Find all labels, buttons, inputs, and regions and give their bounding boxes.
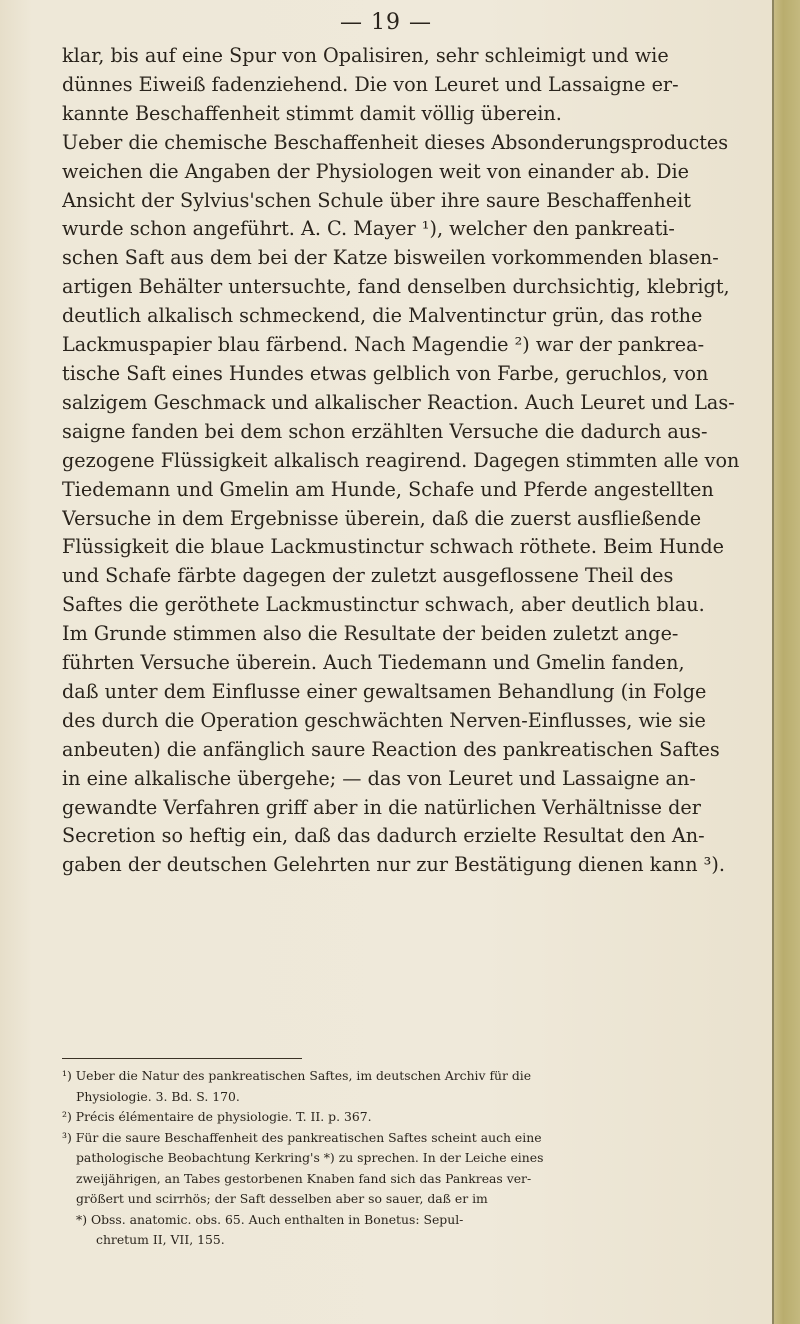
footnote-line: ²) Précis élémentaire de physiologie. T. II. p. 367.: [62, 1109, 372, 1124]
footnote-divider: [62, 1058, 302, 1059]
text-line: salzigem Geschmack und alkalischer Reaction. Auch Leuret und Las-: [62, 390, 735, 414]
footnote-line: pathologische Beobachtung Kerkring's *) zu sprechen. In der Leiche eines: [76, 1150, 544, 1165]
body-text: [62, 42, 762, 880]
text-line: Im Grunde stimmen also die Resultate der beiden zuletzt ange-: [62, 622, 679, 646]
text-line: artigen Behälter untersuchte, fand denselben durchsichtig, klebrigt,: [62, 275, 730, 299]
text-line: Saftes die geröthete Lackmustinctur schwach, aber deutlich blau.: [62, 593, 705, 617]
text-line: gewandte Verfahren griff aber in die natürlichen Verhältnisse der: [62, 795, 701, 819]
text-line: gezogene Flüssigkeit alkalisch reagirend. Dagegen stimmten alle von: [62, 448, 740, 472]
text-line: deutlich alkalisch schmeckend, die Malventinctur grün, das rothe: [62, 304, 703, 328]
text-line: schen Saft aus dem bei der Katze bisweilen vorkommenden blasen-: [62, 246, 719, 270]
text-line: Lackmuspapier blau färbend. Nach Magendie ²) war der pankrea-: [62, 333, 705, 357]
text-line: Tiedemann und Gmelin am Hunde, Schafe und Pferde angestellten: [62, 477, 714, 501]
footnote-line: chretum II, VII, 155.: [96, 1232, 225, 1247]
text-line: dünnes Eiweiß fadenziehend. Die von Leuret und Lassaigne er-: [62, 72, 679, 96]
footnote-line: Physiologie. 3. Bd. S. 170.: [76, 1088, 240, 1104]
text-line: Flüssigkeit die blaue Lackmustinctur schwach röthete. Beim Hunde: [62, 535, 725, 559]
text-line: anbeuten) die anfänglich saure Reaction des pankreatischen Saftes: [62, 737, 720, 761]
text-line: tische Saft eines Hundes etwas gelblich von Farbe, geruchlos, von: [62, 361, 709, 385]
text-line: gaben der deutschen Gelehrten nur zur Bestätigung dienen kann ³).: [62, 853, 725, 877]
text-line: wurde schon angeführt. A. C. Mayer ¹), welcher den pankreati-: [62, 217, 675, 241]
text-line: saigne fanden bei dem schon erzählten Versuche die dadurch aus-: [62, 419, 708, 443]
text-line: weichen die Angaben der Physiologen weit von einander ab. Die: [62, 159, 689, 183]
text-line: kannte Beschaffenheit stimmt damit völlig überein.: [62, 101, 562, 125]
text-line: Ansicht der Sylvius'schen Schule über ihre saure Beschaffenheit: [62, 188, 691, 212]
page-edge-line: [772, 0, 774, 1324]
text-line: führten Versuche überein. Auch Tiedemann und Gmelin fanden,: [62, 651, 685, 675]
text-line: Secretion so heftig ein, daß das dadurch erzielte Resultat den An-: [62, 824, 705, 848]
page-number: — 19 —: [340, 10, 432, 35]
text-line: und Schafe färbte dagegen der zuletzt ausgeflossene Theil des: [62, 564, 674, 588]
text-line: in eine alkalische übergehe; — das von Leuret und Lassaigne an-: [62, 766, 696, 790]
text-line: Versuche in dem Ergebnisse überein, daß die zuerst ausfließende: [62, 506, 702, 530]
text-line: des durch die Operation geschwächten Nerven-Einflusses, wie sie: [62, 708, 706, 732]
footnote-line: zweijährigen, an Tabes gestorbenen Knaben fand sich das Pankreas ver-: [76, 1170, 532, 1186]
footnote-line: größert und scirrhös; der Saft desselben aber so sauer, daß er im: [76, 1191, 488, 1206]
footnote-line: ¹) Ueber die Natur des pankreatischen Saftes, im deutschen Archiv für die: [62, 1068, 532, 1083]
page-edge: [772, 0, 800, 1324]
footnotes: [62, 1066, 762, 1251]
footnote-line: *) Obss. anatomic. obs. 65. Auch enthalten in Bonetus: Sepul-: [76, 1211, 464, 1227]
text-line: daß unter dem Einflusse einer gewaltsamen Behandlung (in Folge: [62, 679, 707, 703]
text-line: klar, bis auf eine Spur von Opalisiren, sehr schleimigt und wie: [62, 44, 669, 67]
footnote-line: ³) Für die saure Beschaffenheit des pankreatischen Saftes scheint auch eine: [62, 1129, 542, 1145]
text-line: Ueber die chemische Beschaffenheit dieses Absonderungsproductes: [62, 130, 729, 154]
